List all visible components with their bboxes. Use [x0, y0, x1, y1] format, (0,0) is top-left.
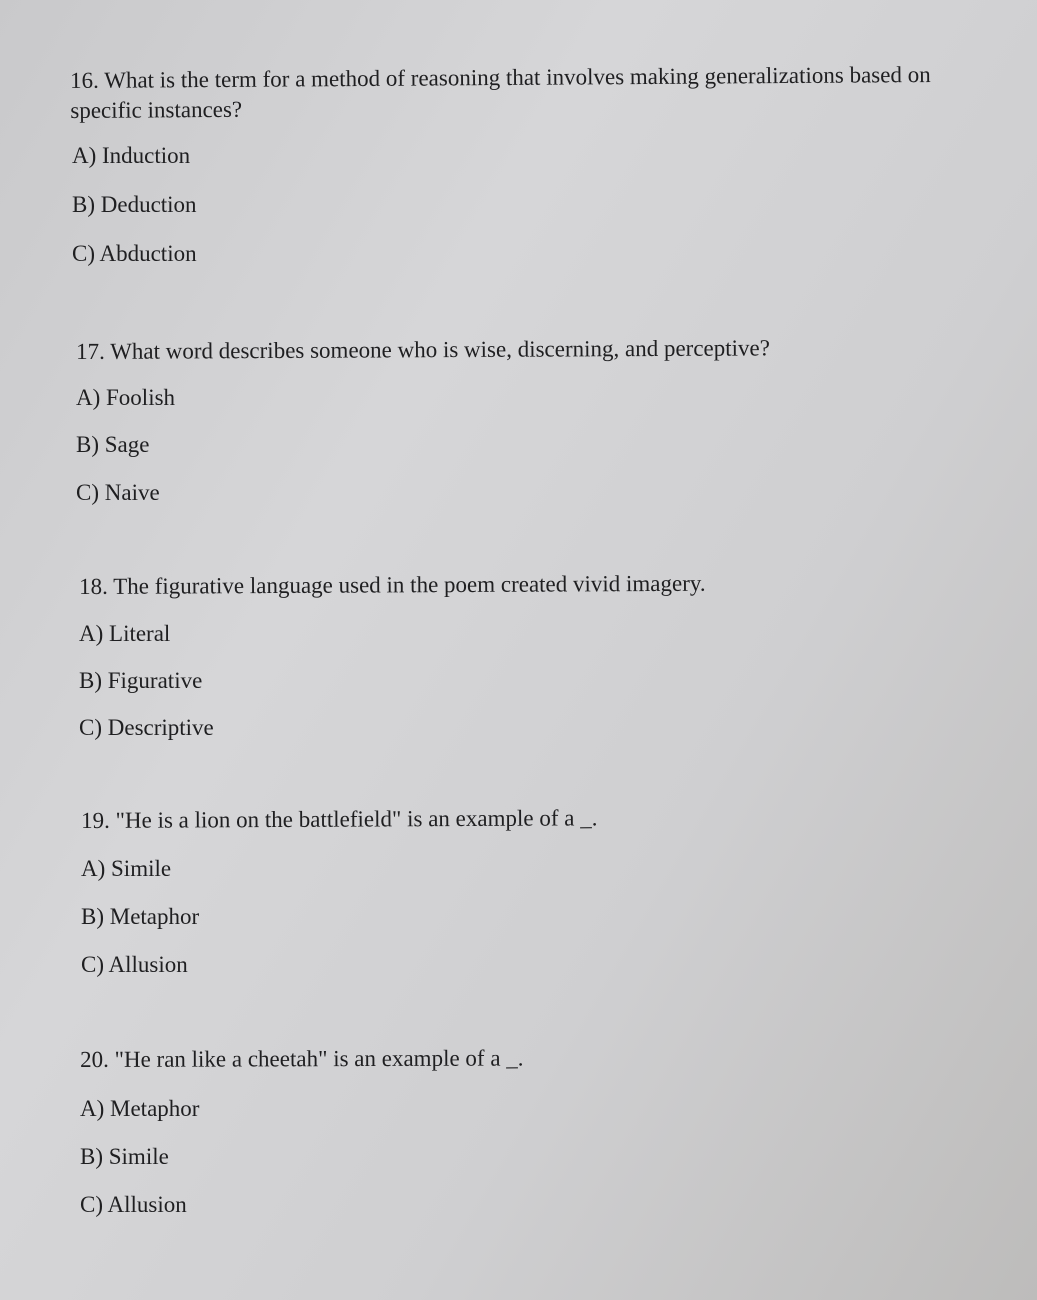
- answer-option: B) Simile: [80, 1144, 169, 1169]
- answer-option: B) Sage: [76, 432, 150, 457]
- answer-option: C) Allusion: [80, 1192, 187, 1217]
- answer-option: A) Foolish: [76, 385, 176, 410]
- question-text: 20. "He ran like a cheetah" is an example of a _.: [80, 1045, 524, 1072]
- answer-option: A) Metaphor: [80, 1096, 200, 1121]
- answer-option: B) Deduction: [72, 192, 197, 217]
- answer-option: B) Metaphor: [81, 904, 200, 929]
- answer-option: C) Descriptive: [79, 715, 214, 740]
- answer-option: C) Naive: [76, 480, 160, 505]
- question-text: 18. The figurative language used in the poem created vivid imagery.: [79, 570, 706, 599]
- answer-option: A) Induction: [72, 143, 191, 168]
- question-text: 16. What is the term for a method of reasoning that involves making generalizations based on specific instances?: [70, 61, 931, 123]
- question-text: 17. What word describes someone who is wise, discerning, and perceptive?: [76, 335, 770, 364]
- answer-option: C) Abduction: [72, 241, 197, 266]
- answer-option: A) Simile: [81, 856, 172, 881]
- answer-option: C) Allusion: [81, 952, 188, 977]
- answer-option: A) Literal: [79, 621, 171, 646]
- question-text: 19. "He is a lion on the battlefield" is an example of a _.: [81, 805, 598, 833]
- answer-option: B) Figurative: [79, 668, 203, 693]
